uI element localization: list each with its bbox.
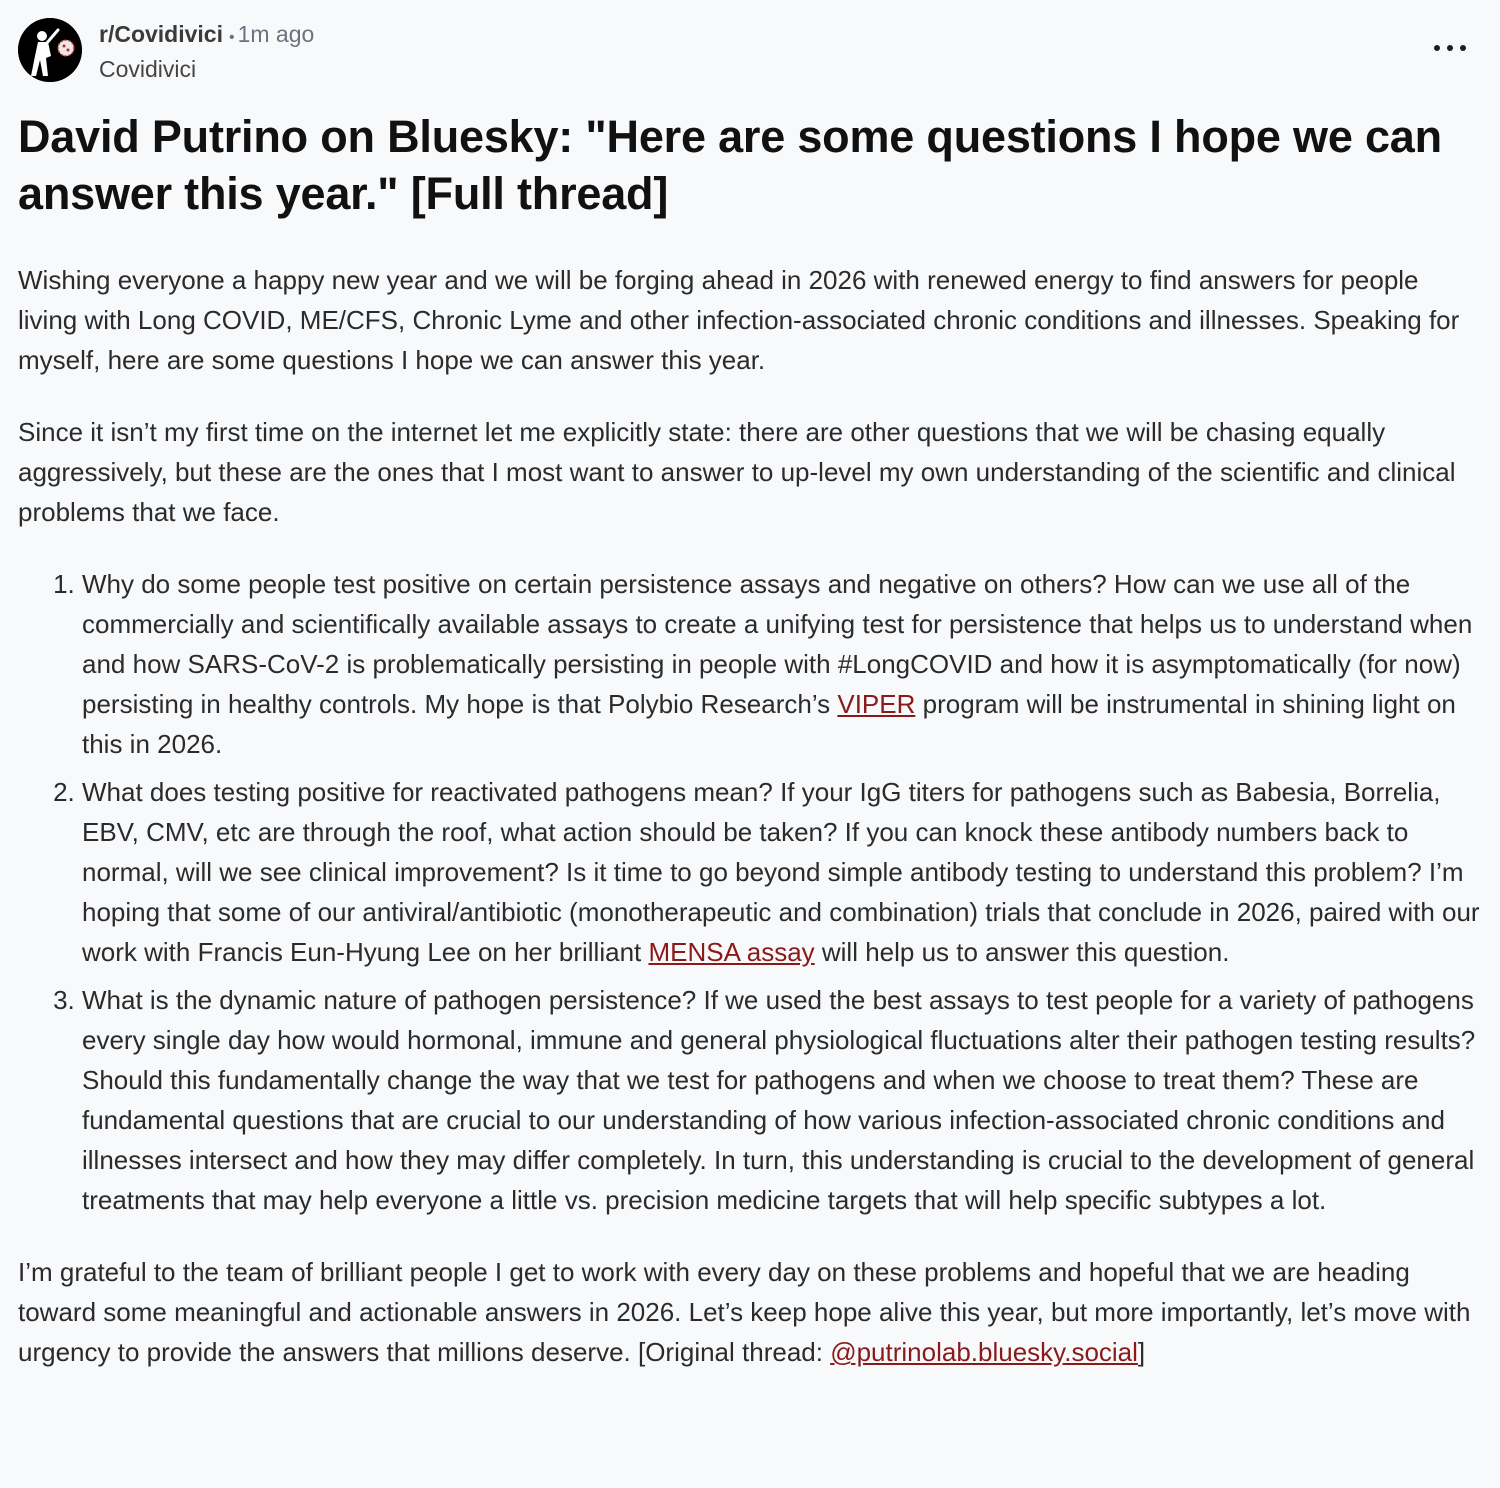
more-dot — [1434, 45, 1440, 51]
list-item-text: will help us to answer this question. — [814, 937, 1230, 967]
list-item-text: program will be instrumental in shining light on this in 2026. — [82, 689, 1456, 759]
post-author[interactable]: Covidivici — [99, 56, 197, 82]
meta-line — [99, 20, 314, 52]
questions-list — [18, 564, 1482, 1220]
subreddit-avatar[interactable] — [18, 18, 82, 82]
more-options-icon[interactable] — [1434, 36, 1466, 60]
closing-text: I’m grateful to the team of brilliant people I get to work with every day on these problems and hopeful that we are heading toward some meaningful and actionable answers in 2026. Let’s keep hope alive this year, but more importantly, let’s move with urgency to provide the answers that millions deserve. [Original thread: — [18, 1257, 1471, 1367]
more-dot — [1460, 45, 1466, 51]
viper-link[interactable]: VIPER — [837, 689, 916, 719]
paragraph-closing — [18, 1252, 1482, 1372]
list-item — [82, 564, 1482, 764]
paragraph-disclaimer: Since it isn’t my first time on the internet let me explicitly state: there are other questions that we will be chasing equally aggressively, but these are the ones that I most want to answer to up-level my own understanding of the scientific and clinical problems that we face. — [18, 417, 1456, 527]
meta-separator: • — [228, 29, 235, 46]
list-item — [82, 772, 1482, 972]
closing-end: ] — [1137, 1337, 1146, 1367]
covidivici-avatar-icon — [18, 18, 82, 82]
list-item-text: What does testing positive for reactivated pathogens mean? If your IgG titers for pathogens such as Babesia, Borrelia, EBV, CMV, etc are through the roof, what action should be taken? If you can knock these antibody numbers back to normal, will we see clinical improvement? Is it time to go beyond simple antibody testing to understand this problem? I’m hoping that some of our antiviral/antibiotic (monotherapeutic and combination) trials that conclude in 2026, paired with our work with Francis Eun-Hyung Lee on her brilliant — [82, 777, 1480, 967]
post-header — [18, 16, 1482, 82]
post-meta — [99, 20, 314, 86]
list-item — [82, 980, 1482, 1220]
list-item-text: What is the dynamic nature of pathogen persistence? If we used the best assays to test people for a variety of pathogens every single day how would hormonal, immune and general physiological fluctuations alter their pathogen testing results? Should this fundamentally change the way that we test for pathogens and when we choose to treat them? These are fundamental questions that are crucial to our understanding of how various infection-associated chronic conditions and illnesses intersect and how they may differ completely. In turn, this understanding is crucial to the development of general treatments that may help everyone a little vs. precision medicine targets that will help specific subtypes a lot. — [82, 985, 1476, 1215]
post-body — [18, 260, 1482, 1372]
post-title: David Putrino on Bluesky: "Here are some questions I hope we can answer this year." [Full thread] — [18, 111, 1442, 219]
post-time: 1m ago — [237, 21, 315, 47]
subreddit-name[interactable]: r/Covidivici — [99, 21, 223, 47]
more-dot — [1447, 45, 1453, 51]
list-item-text: Why do some people test positive on certain persistence assays and negative on others? How can we use all of the commercially and scientifically available assays to create a unifying test for persistence that helps us to understand when and how SARS-CoV-2 is problematically persisting in people with #LongCOVID and how it is asymptomatically (for now) persisting in healthy controls. My hope is that Polybio Research’s — [82, 569, 1473, 719]
original-thread-link[interactable]: @putrinolab.bluesky.social — [830, 1337, 1138, 1367]
paragraph-intro: Wishing everyone a happy new year and we will be forging ahead in 2026 with renewed energy to find answers for people living with Long COVID, ME/CFS, Chronic Lyme and other infection-associated chronic conditions and illnesses. Speaking for myself, here are some questions I hope we can answer this year. — [18, 265, 1460, 375]
mensa-assay-link[interactable]: MENSA assay — [648, 937, 815, 967]
